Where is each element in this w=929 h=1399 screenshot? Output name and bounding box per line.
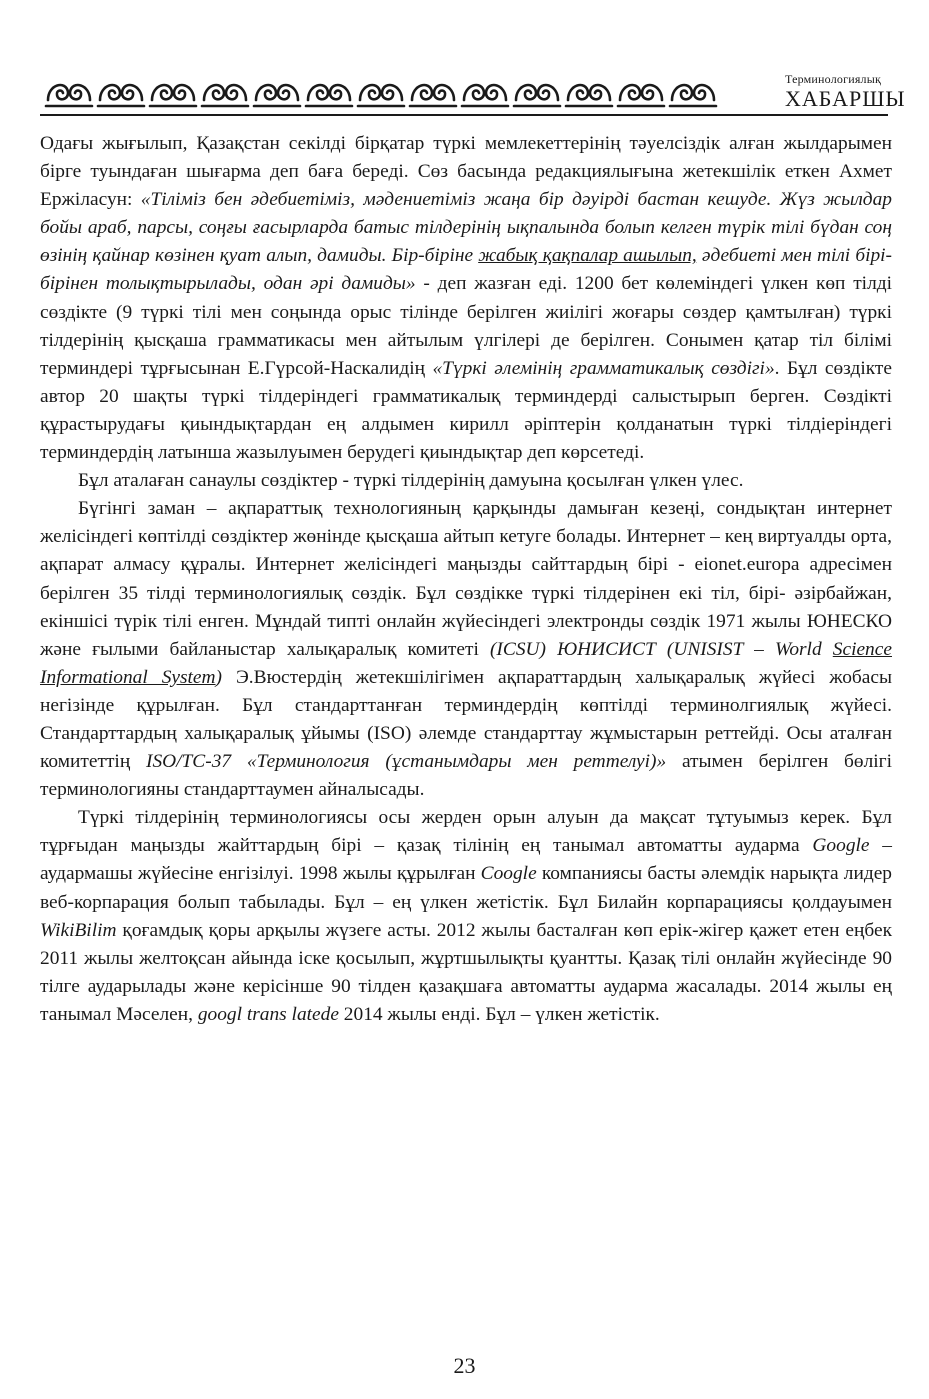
text-segment: Google xyxy=(812,835,870,857)
ornament-motif xyxy=(202,85,248,106)
text-segment: Түркі тілдерінің терминологиясы осы жерден орын алуын да мақсат тұтуымыз керек. Бұл тұрғыдан маңызды жайттардың бірі – қазақ тілінің ең танымал автоматты аударма xyxy=(40,807,892,857)
page-number: 23 xyxy=(453,1353,476,1378)
text-segment: Science Informational System xyxy=(40,638,892,688)
ornament-motif xyxy=(514,85,560,106)
journal-title-small: Терминологиялық xyxy=(785,72,882,86)
text-segment: WikiBilim xyxy=(40,919,117,941)
text-segment: Бұл аталаған санаулы сөздіктер - түркі тілдерінің дамуына қосылған үлкен үлес. xyxy=(78,470,744,492)
text-segment: 2014 жылы енді. Бұл – үлкен жетістік. xyxy=(338,1003,660,1025)
ornament-motif xyxy=(98,85,144,106)
text-segment: ) xyxy=(215,666,223,688)
paragraph xyxy=(40,804,892,1029)
text-segment: «Түркі әлемінің грамматикалық сөздігі» xyxy=(432,357,775,379)
text-segment: – аудармашы жүйесіне енгізілуі. 1998 жылы құрылған xyxy=(40,835,892,885)
ornament-motif xyxy=(306,85,352,106)
ornament-motif xyxy=(670,85,716,106)
page-header xyxy=(40,62,906,118)
text-segment: googl trans latede xyxy=(197,1003,339,1025)
text-segment: атымен берілген бөлігі терминологияны стандарттаумен айналысады. xyxy=(40,751,892,801)
ornament-motif xyxy=(46,85,92,106)
text-segment: Бүгінгі заман – ақпараттық технологияның қарқынды дамыған кезеңі, сондықтан интернет желісіндегі көптілді сөздіктер жөнінде қысқаша айтып кетуге болады. Интернет – кең виртуалды орта, ақпарат алмасу құралы. Интернет желісіндегі маңызды сайттардың бірі - eionet.europa адресімен берілген 35 тілді терминологиялық сөздік. Бұл сөздікке түркі тілдерінен екі тіл, бірі- әзірбайжан, екіншісі түрік тілі енген. Мұндай типті онлайн жүйесіндегі электронды сөздік 1971 жылы ЮНЕСКО және ғылыми байланыстар халықаралық комитеті xyxy=(40,498,892,660)
paragraph xyxy=(40,130,892,467)
text-segment: жабық қақпалар ашылып, xyxy=(478,245,697,267)
ornament-motif xyxy=(462,85,508,106)
text-segment: қоғамдық қоры арқылы жүзеге асты. 2012 жылы басталған көп ерік-жігер қажет етен еңбек 2011 жылы желтоқсан айында іске қосылып, жұртшылықты қуантты. Қазақ тілі онлайн жүйесінде 90 тілге аударылады және керісінше 90 тілден қазақшаға автоматты аударма жасалады. 2014 жылы ең танымал Мәселен, xyxy=(40,919,892,1025)
text-segment: (ICSU) ЮНИСИСТ (UNISIST – World xyxy=(489,638,833,660)
text-segment: әдебиеті мен тілі бірі-бірінен толықтырылады, одан әрі дамиды» xyxy=(40,245,892,295)
text-segment: . Бұл сөздікте автор 20 шақты түркі тілдеріндегі грамматикалық терминдерді салыстырып берген. Сөздікті құрастырудағы қиындықтардан ең алдымен кирилл әріптерін қолданатын түркі тілдіеріндегі терминдердің латынша жазылуымен берудегі қиындықтар деп көрсетеді. xyxy=(40,357,892,464)
ornamental-border xyxy=(40,70,730,112)
paragraph xyxy=(40,467,892,495)
text-segment: «Тіліміз бен әдебиетіміз, мәдениетіміз жаңа бір дәуірді бастан кешуде. Жүз жылдар бойы араб, парсы, соңғы ғасырларда батыс тілдерінің ықпалында болып келген түрік тілі бүдан соң өзінің қайнар көзінен қуат алып, дамиды. Бір-біріне xyxy=(40,189,892,267)
ornament-motif xyxy=(358,85,404,106)
ornament-motif xyxy=(150,85,196,106)
paragraph xyxy=(40,495,892,804)
header-rule xyxy=(40,114,888,116)
text-segment: компаниясы басты әлемдік нарықта лидер веб-корпарация болып табылады. Бұл – ең үлкен жетістік. Бұл Билайн корпарациясы қолдауымен xyxy=(40,863,892,913)
text-segment: - деп жазған еді. 1200 бет көлеміндегі үлкен көп тілді сөздікте (9 түркі тілі мен соңында орыс тілінде берілген жиілігі жоғары сөздер қамтылған) түркі тілдерінің қысқаша грамматикасы мен айтылым үлгілері де берілген. Сонымен қатар тіл білімі терминдері тұрғысынан Е.Гүрсой-Наскалидің xyxy=(40,273,893,379)
ornament-motif xyxy=(254,85,300,106)
article-body xyxy=(40,130,892,1029)
ornament-motif xyxy=(410,85,456,106)
text-segment: Э.Вюстердің жетекшілігімен ақпараттардың халықаралық жүйесі жобасы негізінде құрылған. Бұл стандарттанған терминдердің көптілді терминолгиялық жүйесі. Стандарттардың халықаралық ұйымы (ISO) әлемде стандарттау жұмыстарын реттейді. Осы аталған комитеттің xyxy=(40,666,893,773)
text-segment: ISO/TC-37 «Терминология (ұстанымдары мен реттелуі)» xyxy=(145,751,667,773)
ornament-motif xyxy=(566,85,612,106)
text-segment: Одағы жығылып, Қазақстан секілді бірқатар түркі мемлекеттерінің тәуелсіздік алған жылдарымен бірге туындаған шығарма деп баға береді. Сөз басында редакциялығына жетекшілік еткен Ахмет Ержіласун: xyxy=(40,133,892,211)
ornament-motif xyxy=(618,85,664,106)
journal-title: ХАБАРШЫ xyxy=(785,86,906,111)
text-segment: Coogle xyxy=(480,863,537,885)
